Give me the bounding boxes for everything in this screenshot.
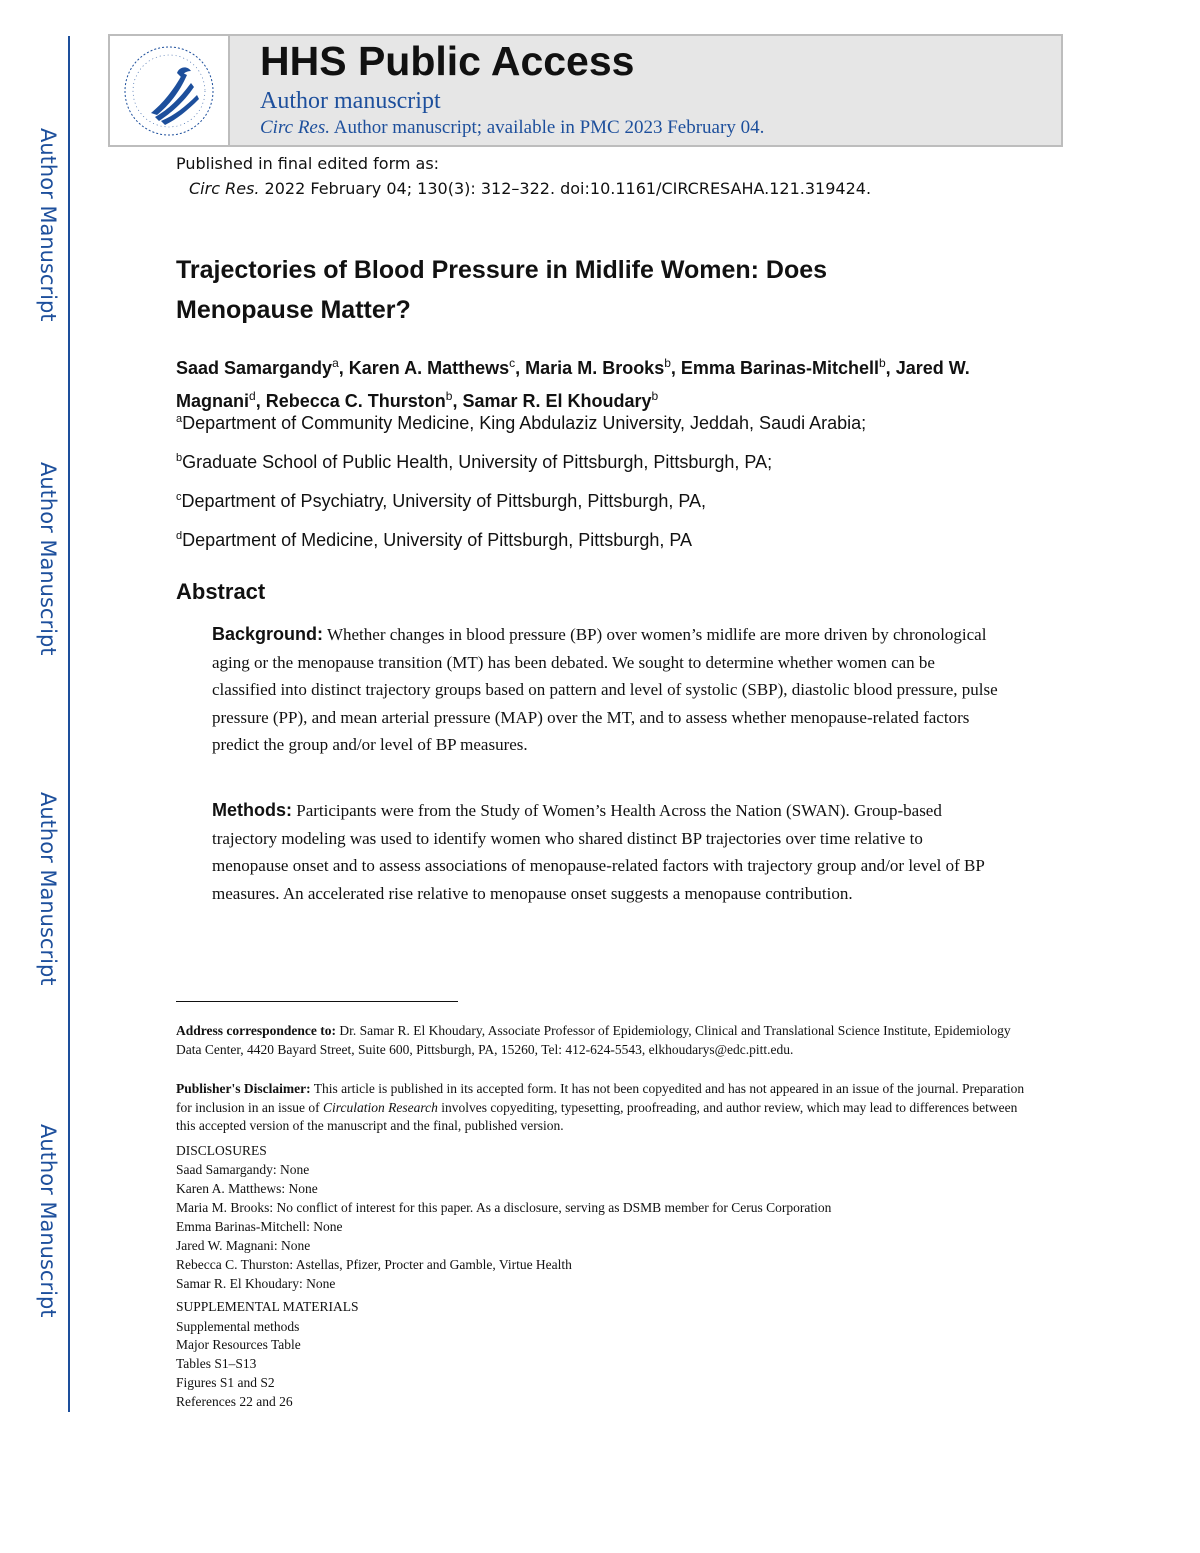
author-affil-marker: b [445,389,453,403]
author-name: Samar R. El Khoudary [462,391,652,411]
author-name: Saad Samargandy [176,358,333,378]
author-name: Jared W. Magnani [176,358,970,411]
header-citation-rest: Author manuscript; available in PMC 2023 February 04. [330,117,765,138]
affiliation-text: Department of Community Medicine, King Abdulaziz University, Jeddah, Saudi Arabia; [182,413,867,433]
supplemental-item: Figures S1 and S2 [176,1375,275,1390]
article-title-line: Menopause Matter? [176,296,411,324]
header-title: HHS Public Access [260,38,635,84]
abstract-background-label: Background: [212,624,324,644]
sidebar-label: Author Manuscript [36,128,60,322]
author-separator: , [885,358,896,378]
supplemental-item: References 22 and 26 [176,1394,293,1409]
footnote-rule [176,1001,458,1002]
abstract-methods [212,797,1002,907]
affiliation-text: Graduate School of Public Health, University of Pittsburgh, Pittsburgh, PA; [182,452,773,472]
published-citation-text: 2022 February 04; 130(3): 312–322. doi:10.1161/CIRCRESAHA.121.319424. [259,179,872,198]
published-citation [189,179,871,198]
affiliation [176,413,866,434]
abstract-background [212,621,1002,759]
author-separator: , [338,358,349,378]
abstract-background-text: Whether changes in blood pressure (BP) over women’s midlife are more driven by chronological aging or the menopause transition (MT) has been debated. We sought to determine whether women can be classified into distinct trajectory groups based on pattern and level of systolic (SBP), diastolic blood pressure, pulse pressure (PP), and mean arterial pressure (MAP) over the MT, and to assess whether menopause-related factors predict the group and/or level of BP measures. [212,625,998,754]
hhs-logo-cell [110,36,230,145]
disclosure-item: Jared W. Magnani: None [176,1238,311,1253]
address-footnote [176,1022,1026,1059]
disclosure-item: Saad Samargandy: None [176,1162,310,1177]
affiliation-marker: c [176,491,182,503]
affiliation-marker: d [176,530,183,542]
publisher-disclaimer [176,1080,1026,1136]
author-name: Karen A. Matthews [348,358,510,378]
author-affil-marker: b [664,356,671,370]
author-affil-marker: b [878,356,886,370]
author-name: Rebecca C. Thurston [265,391,446,411]
author-name: Emma Barinas-Mitchell [680,358,879,378]
hhs-header [108,34,1063,147]
hhs-eagle-logo-icon [121,43,217,139]
disclaimer-text: involves copyediting, typesetting, proofreading, and author review, which may lead to differences between this accepted version of the manuscript and the final, published version. [176,1099,1018,1133]
author-affil-marker: c [509,356,516,370]
author-affil-marker: d [249,389,256,403]
abstract-methods-text: Participants were from the Study of Women’s Health Across the Nation (SWAN). Group-based trajectory modeling was used to identify women who shared distinct BP trajectories over time relative to menopause onset and to assess associations of menopause-related factors with trajectory group and/or level of BP measures. An accelerated rise relative to menopause onset suggests a menopause contribution. [212,801,985,903]
disclosure-item: Samar R. El Khoudary: None [176,1276,336,1291]
affiliation-text: Department of Medicine, University of Pittsburgh, Pittsburgh, PA [182,530,693,550]
author-separator: , [255,391,266,411]
author-separator: , [670,358,681,378]
disclosures-heading: DISCLOSURES [176,1143,267,1158]
supplemental-item: Major Resources Table [176,1337,301,1352]
address-text: Dr. Samar R. El Khoudary, Associate Professor of Epidemiology, Clinical and Translational Science Institute, Epidemiology Data Center, 4420 Bayard Street, Suite 600, Pittsburgh, PA, 15260, Tel: 412-624-5543, elkhoudarys@edc.pitt.edu. [176,1023,1011,1057]
abstract-methods-label: Methods: [212,800,292,820]
author-list [176,349,1056,415]
published-label: Published in final edited form as: [176,154,440,173]
sidebar-label: Author Manuscript [36,462,60,656]
affiliation [176,530,692,551]
disclaimer-journal: Circulation Research [322,1099,438,1115]
author-separator: , [452,391,463,411]
affiliation [176,452,772,473]
address-label: Address correspondence to: [176,1023,336,1038]
disclosure-item: Rebecca C. Thurston: Astellas, Pfizer, Procter and Gamble, Virtue Health [176,1257,572,1272]
disclaimer-label: Publisher's Disclaimer: [176,1081,311,1096]
header-citation [260,117,764,139]
affiliation [176,491,706,512]
article-title-line: Trajectories of Blood Pressure in Midlife Women: Does [176,256,828,284]
published-journal: Circ Res. [189,179,260,198]
disclaimer-text: This article is published in its accepted form. It has not been copyedited and has not appeared in an issue of the journal. Preparation for inclusion in an issue of [176,1081,1025,1115]
disclosure-item: Karen A. Matthews: None [176,1181,318,1196]
author-affil-marker: a [332,356,339,370]
affiliation-text: Department of Psychiatry, University of Pittsburgh, Pittsburgh, PA, [181,491,707,511]
supplemental-item: Supplemental methods [176,1319,300,1334]
supplemental-item: Tables S1–S13 [176,1356,257,1371]
abstract-heading: Abstract [176,579,266,604]
disclosure-item: Emma Barinas-Mitchell: None [176,1219,343,1234]
sidebar-label: Author Manuscript [36,1124,60,1318]
author-name: Maria M. Brooks [525,358,665,378]
sidebar-rule [68,36,70,1412]
sidebar-label: Author Manuscript [36,792,60,986]
disclosure-item: Maria M. Brooks: No conflict of interest for this paper. As a disclosure, serving as DSMB member for Cerus Corporation [176,1200,832,1215]
affiliation-marker: b [176,452,183,464]
header-subtitle: Author manuscript [260,88,441,114]
article-title [176,250,1076,330]
author-separator: , [515,358,526,378]
supplemental-heading: SUPPLEMENTAL MATERIALS [176,1299,359,1314]
affiliation-marker: a [176,413,183,425]
header-citation-journal: Circ Res. [260,117,331,138]
author-affil-marker: b [651,389,659,403]
